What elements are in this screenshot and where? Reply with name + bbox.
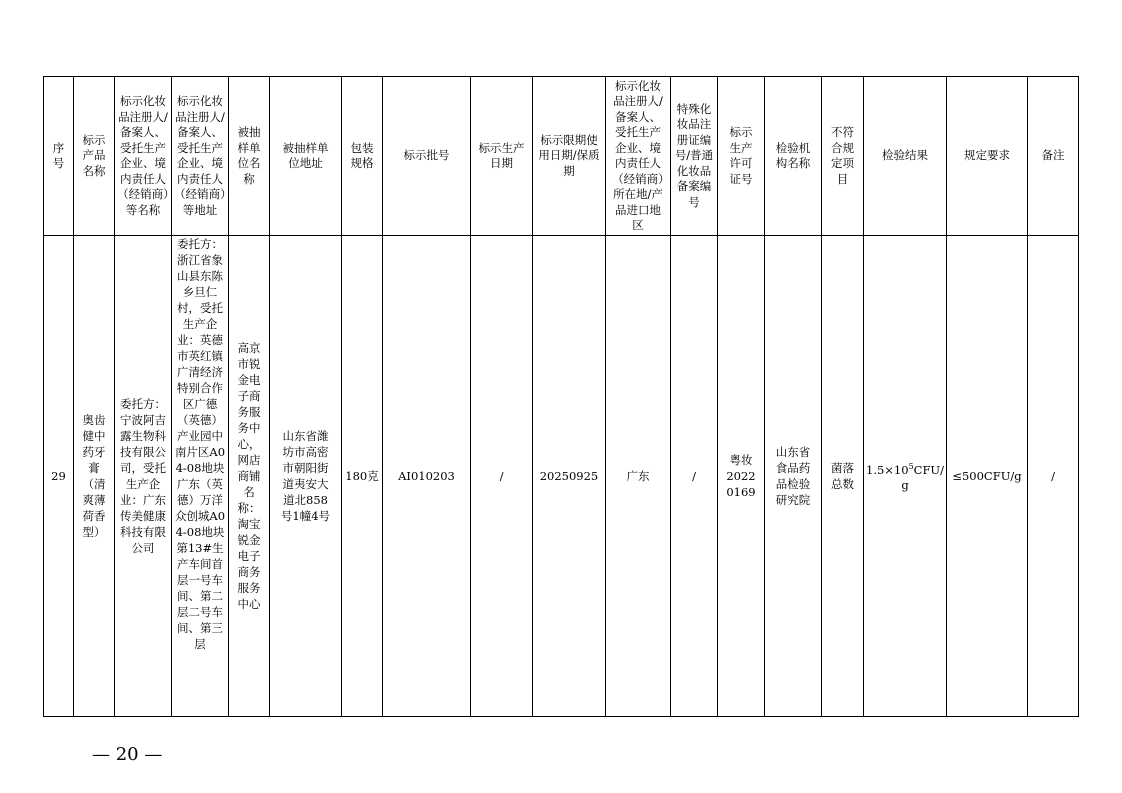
header-failed-item: 不符合规定项目 [822, 77, 864, 236]
cell-company-names: 委托方：宁波阿吉露生物科技有限公司，受托生产企业：广东传美健康科技有限公司 [115, 236, 172, 717]
inspection-table [43, 76, 1079, 717]
header-agency: 检验机构名称 [765, 77, 822, 236]
header-license: 标示生产许可证号 [718, 77, 765, 236]
cell-product: 奥齿健中药牙膏（清爽薄荷香型） [74, 236, 115, 717]
header-sampled-unit: 被抽样单位名称 [229, 77, 270, 236]
cell-registration: / [671, 236, 718, 717]
header-expiry: 标示限期使用日期/保质期 [533, 77, 606, 236]
header-region: 标示化妆品注册人/备案人、受托生产企业、境内责任人（经销商）所在地/产品进口地区 [606, 77, 671, 236]
cell-failed-item: 菌落总数 [822, 236, 864, 717]
cell-no: 29 [44, 236, 74, 717]
header-row [44, 77, 1079, 236]
cell-agency: 山东省食品药品检验研究院 [765, 236, 822, 717]
cell-region: 广东 [606, 236, 671, 717]
header-no: 序号 [44, 77, 74, 236]
result-prefix: 1.5×10 [866, 462, 909, 477]
cell-requirement: ≤500CFU/g [947, 236, 1028, 717]
cell-remark: / [1028, 236, 1079, 717]
cell-company-address: 委托方：浙江省象山县东陈乡旦仁村，受托生产企业：英德市英红镇广清经济特别合作区广德（英德）产业园中南片区A04-08地块广东（英德）万洋众创城A04-08地块第13#生产车间首层一号车间、第二层二号车间、第三层 [172, 236, 229, 717]
header-production-date: 标示生产日期 [471, 77, 533, 236]
header-package: 包装规格 [342, 77, 383, 236]
header-batch: 标示批号 [383, 77, 471, 236]
header-company-address: 标示化妆品注册人/备案人、受托生产企业、境内责任人（经销商）等地址 [172, 77, 229, 236]
cell-production-date: / [471, 236, 533, 717]
cell-batch: AI010203 [383, 236, 471, 717]
table-row [44, 236, 1079, 717]
header-product: 标示产品名称 [74, 77, 115, 236]
header-registration: 特殊化妆品注册证编号/普通化妆品备案编号 [671, 77, 718, 236]
header-sampled-address: 被抽样单位地址 [270, 77, 342, 236]
header-remark: 备注 [1028, 77, 1079, 236]
cell-sampled-address: 山东省潍坊市高密市朝阳街道夷安大道北858号1幢4号 [270, 236, 342, 717]
result-unit: CFU/g [901, 462, 945, 493]
result-exponent: 5 [908, 461, 914, 471]
cell-expiry: 20250925 [533, 236, 606, 717]
cell-sampled-unit: 高京市锐金电子商务服务中心，网店商铺名称：淘宝锐金电子商务服务中心 [229, 236, 270, 717]
cell-package: 180克 [342, 236, 383, 717]
cell-result [864, 236, 947, 717]
header-result: 检验结果 [864, 77, 947, 236]
cell-license: 粤妆20220169 [718, 236, 765, 717]
header-company-names: 标示化妆品注册人/备案人、受托生产企业、境内责任人（经销商）等名称 [115, 77, 172, 236]
header-requirement: 规定要求 [947, 77, 1028, 236]
page-number: — 20 — [92, 744, 163, 765]
